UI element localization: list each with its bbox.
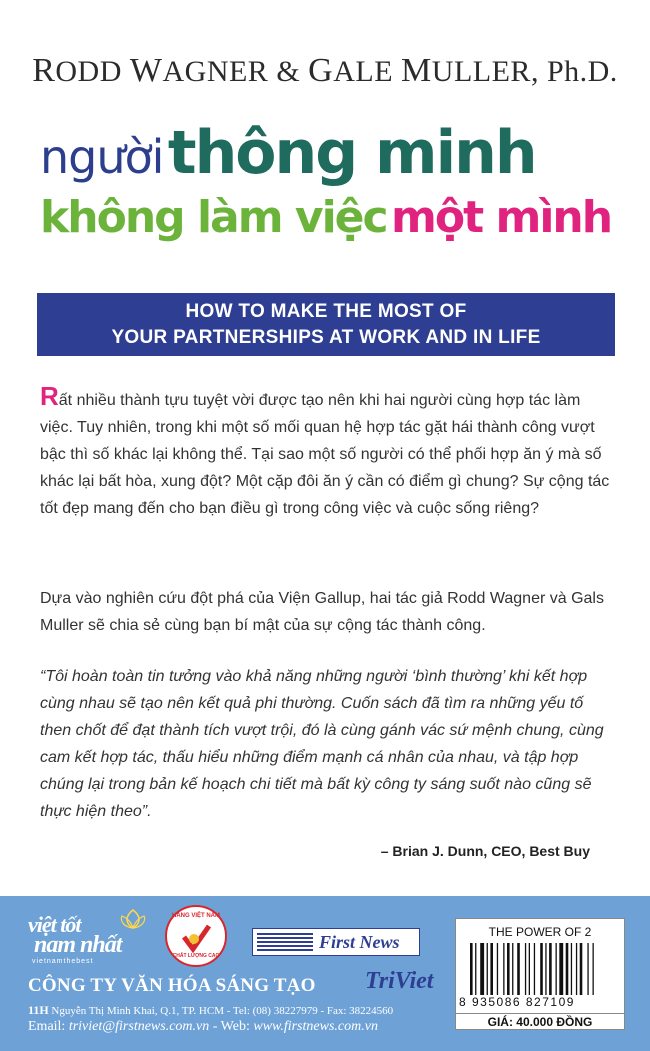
title-word-mot-minh: một mình	[391, 192, 612, 243]
barcode-digits: 935086 827109	[472, 995, 575, 1009]
book-title-line-1	[40, 118, 620, 188]
hang-viet-nam-chat-luong-cao-logo	[165, 905, 227, 967]
barcode-lead-digit: 8	[459, 995, 466, 1009]
author-initial: G	[308, 52, 334, 89]
publisher-address	[28, 1003, 393, 1018]
logo-text: CHẤT LƯỢNG CAO	[172, 953, 220, 959]
series-name: THE POWER OF 2	[488, 925, 592, 939]
description-paragraph-2: Dựa vào nghiên cứu đột phá của Viện Gallup, hai tác giả Rodd Wagner và Gals Muller sẽ chia sẻ cùng bạn bí mật của sự cộng tác thành công.	[40, 590, 604, 634]
web-label: - Web:	[209, 1019, 254, 1034]
author-initial: W	[129, 52, 163, 89]
first-news-logo	[252, 928, 420, 956]
email-label: Email:	[28, 1019, 69, 1034]
email-address: triviet@firstnews.com.vn	[68, 1019, 210, 1034]
endorsement-quote: “Tôi hoàn toàn tin tưởng vào khả năng những người ‘bình thường’ khi kết hợp cùng nhau sẽ tạo nên kết quả phi thường. Cuốn sách đã tìm ra những yếu tố then chốt để đạt thành tích vượt trội, đó là cùng gánh vác sứ mệnh chung, cùng cam kết hợp tác, thấu hiểu những điểm mạnh cá nhân của nhau, và tập hợp chúng lại trong bản kế hoạch chi tiết mà bất kỳ công ty sáng suốt nào cũng sẽ thực hiện theo”.	[40, 668, 604, 820]
subtitle-line-2: YOUR PARTNERSHIPS AT WORK AND IN LIFE	[111, 327, 541, 348]
address-number: 11H	[28, 1003, 49, 1017]
publisher-contact	[28, 1019, 378, 1035]
subtitle-banner	[37, 293, 615, 356]
triviet-logo: TriViet	[365, 968, 434, 994]
author-suffix: , Ph.D.	[530, 55, 618, 88]
description-paragraph-1	[40, 383, 615, 522]
stripes-graphic	[257, 933, 313, 951]
author-text: ODD	[55, 55, 130, 88]
lotus-icon	[120, 908, 146, 930]
barcode-box	[455, 918, 625, 1030]
logo-text: HÀNG VIỆT NAM	[172, 913, 220, 919]
author-text: AGNER &	[162, 55, 309, 88]
author-initial: R	[32, 52, 56, 89]
check-mark-icon	[181, 923, 211, 953]
title-word-thong-minh: thông minh	[167, 118, 536, 188]
viet-tot-nam-nhat-logo	[28, 908, 148, 968]
quote-attribution: – Brian J. Dunn, CEO, Best Buy	[380, 843, 590, 859]
publisher-company-name: CÔNG TY VĂN HÓA SÁNG TẠO	[28, 975, 316, 996]
address-text: Nguyễn Thị Minh Khai, Q.1, TP. HCM - Tel: (08) 38227979 - Fax: 38224560	[48, 1005, 394, 1017]
logo-tagline: vietnamthebest	[32, 958, 94, 965]
price-label: GIÁ: 40.000 ĐỒNG	[456, 1013, 624, 1029]
logo-text: First News	[319, 932, 400, 952]
drop-cap: R	[40, 381, 59, 411]
author-text: ALE	[333, 55, 402, 88]
author-text: ULLER	[431, 55, 531, 88]
website-address: www.firstnews.com.vn	[253, 1019, 378, 1034]
barcode-icon	[470, 943, 618, 995]
author-names	[0, 52, 650, 90]
logo-text: việt tốt	[28, 912, 81, 937]
logo-text: nam nhất	[34, 932, 122, 958]
book-title-line-2	[40, 192, 620, 243]
title-word-khong-lam-viec: không làm việc	[40, 192, 387, 243]
paragraph-text: ất nhiều thành tựu tuyệt vời được tạo nên khi hai người cùng hợp tác làm việc. Tuy nhiên, trong khi một số mối quan hệ hợp tác gặt hái thành công vượt bậc thì số khác lại không thể. Tại sao một số người có thể phối hợp ăn ý mà số khác lại bất hòa, xung đột? Một cặp đôi ăn ý cần có điểm gì chung? Sự cộng tác tốt đẹp mang đến cho bạn điều gì trong công việc và cuộc sống riêng?	[40, 392, 610, 517]
title-word-nguoi: người	[40, 130, 164, 184]
author-initial: M	[401, 52, 432, 89]
subtitle-line-1: HOW TO MAKE THE MOST OF	[185, 301, 467, 322]
